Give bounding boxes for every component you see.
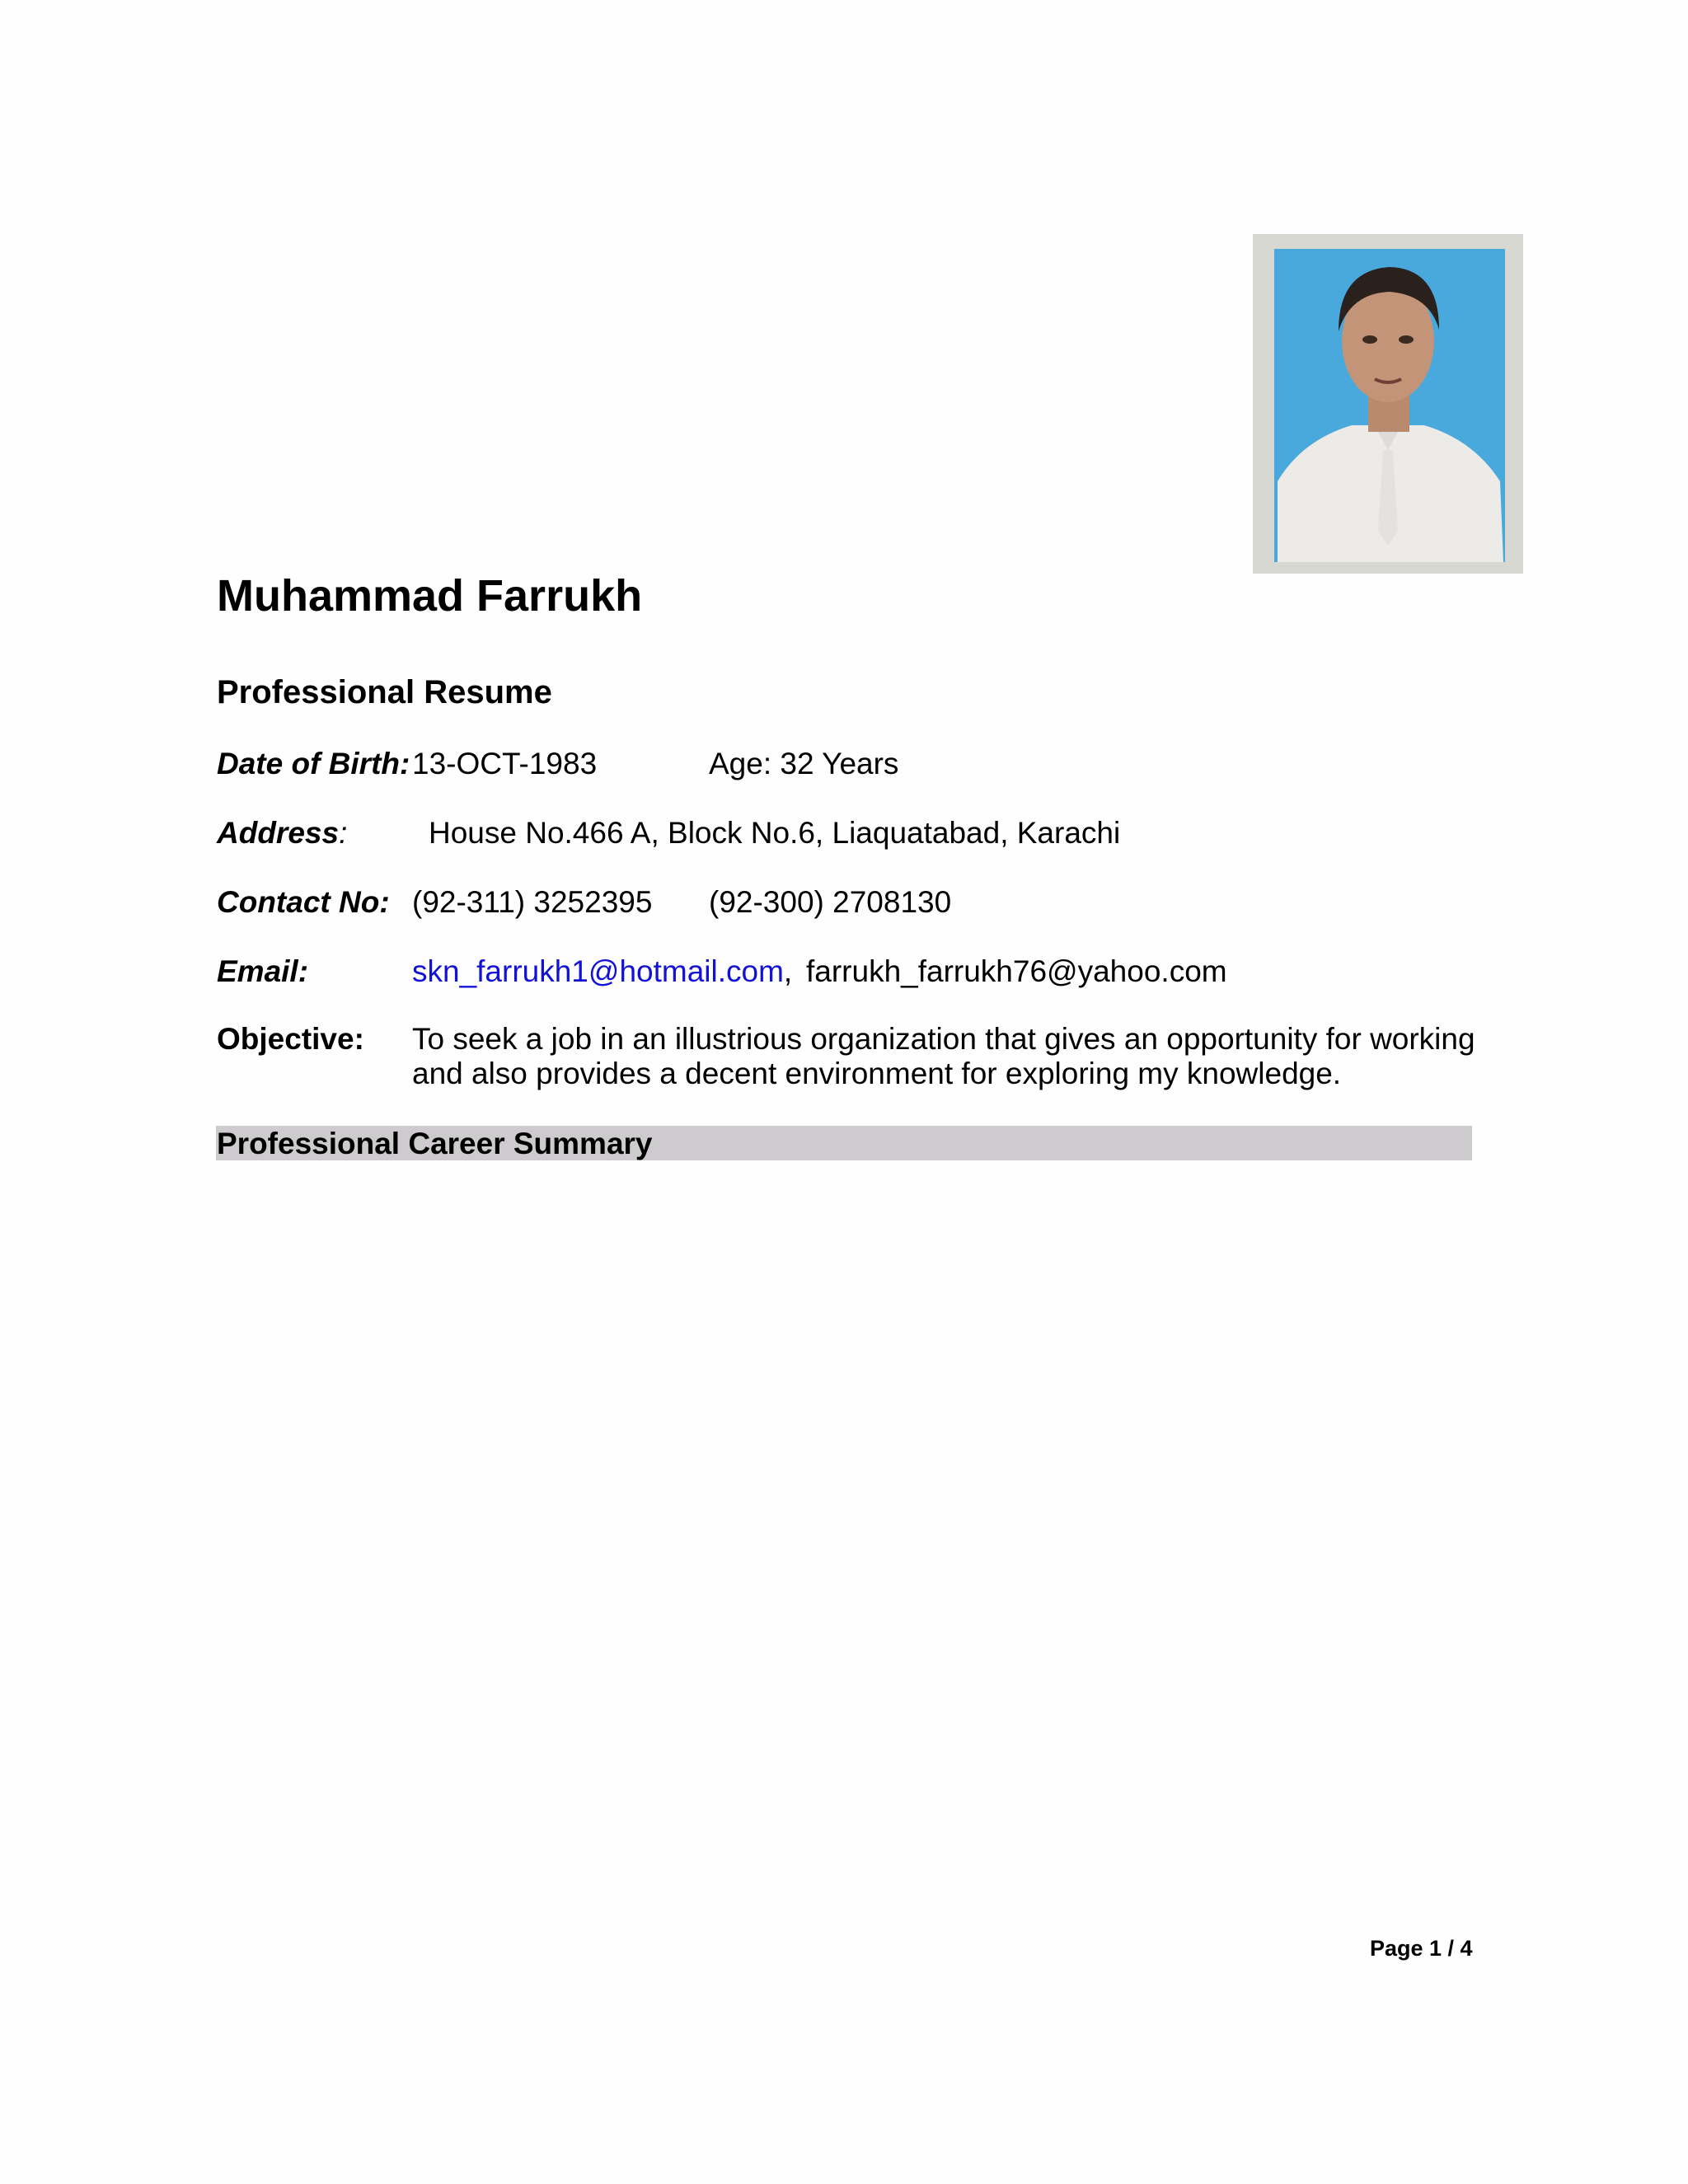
email-secondary: farrukh_farrukh76@yahoo.com <box>806 954 1227 988</box>
contact-label: Contact No: <box>217 885 390 919</box>
phone-secondary: (92-300) 2708130 <box>709 885 952 919</box>
document-subtitle: Professional Resume <box>217 674 552 710</box>
email-separator: , <box>783 954 793 988</box>
email-label: Email: <box>217 954 309 988</box>
objective-text: To seek a job in an illustrious organization that gives an opportunity for working and also provides a decent environment for exploring my knowledge. <box>412 1022 1475 1090</box>
section-heading-career-summary: Professional Career Summary <box>217 1127 653 1160</box>
dob-value: 13-OCT-1983 <box>412 747 598 780</box>
age-value: Age: 32 Years <box>709 747 899 780</box>
objective-label: Objective: <box>217 1022 364 1056</box>
phone-primary: (92-311) 3252395 <box>412 885 653 919</box>
dob-label: Date of Birth: <box>217 747 410 780</box>
email-primary-link[interactable]: skn_farrukh1@hotmail.com <box>412 954 784 988</box>
address-value: House No.466 A, Block No.6, Liaquatabad, Karachi <box>429 816 1121 850</box>
page-number: Page 1 / 4 <box>1370 1936 1473 1961</box>
address-label <box>217 816 347 851</box>
address-label-text: Address <box>217 816 340 850</box>
email-line <box>412 954 792 989</box>
profile-photo <box>1253 234 1523 574</box>
address-label-colon: : <box>339 816 348 850</box>
candidate-name: Muhammad Farrukh <box>217 571 643 621</box>
